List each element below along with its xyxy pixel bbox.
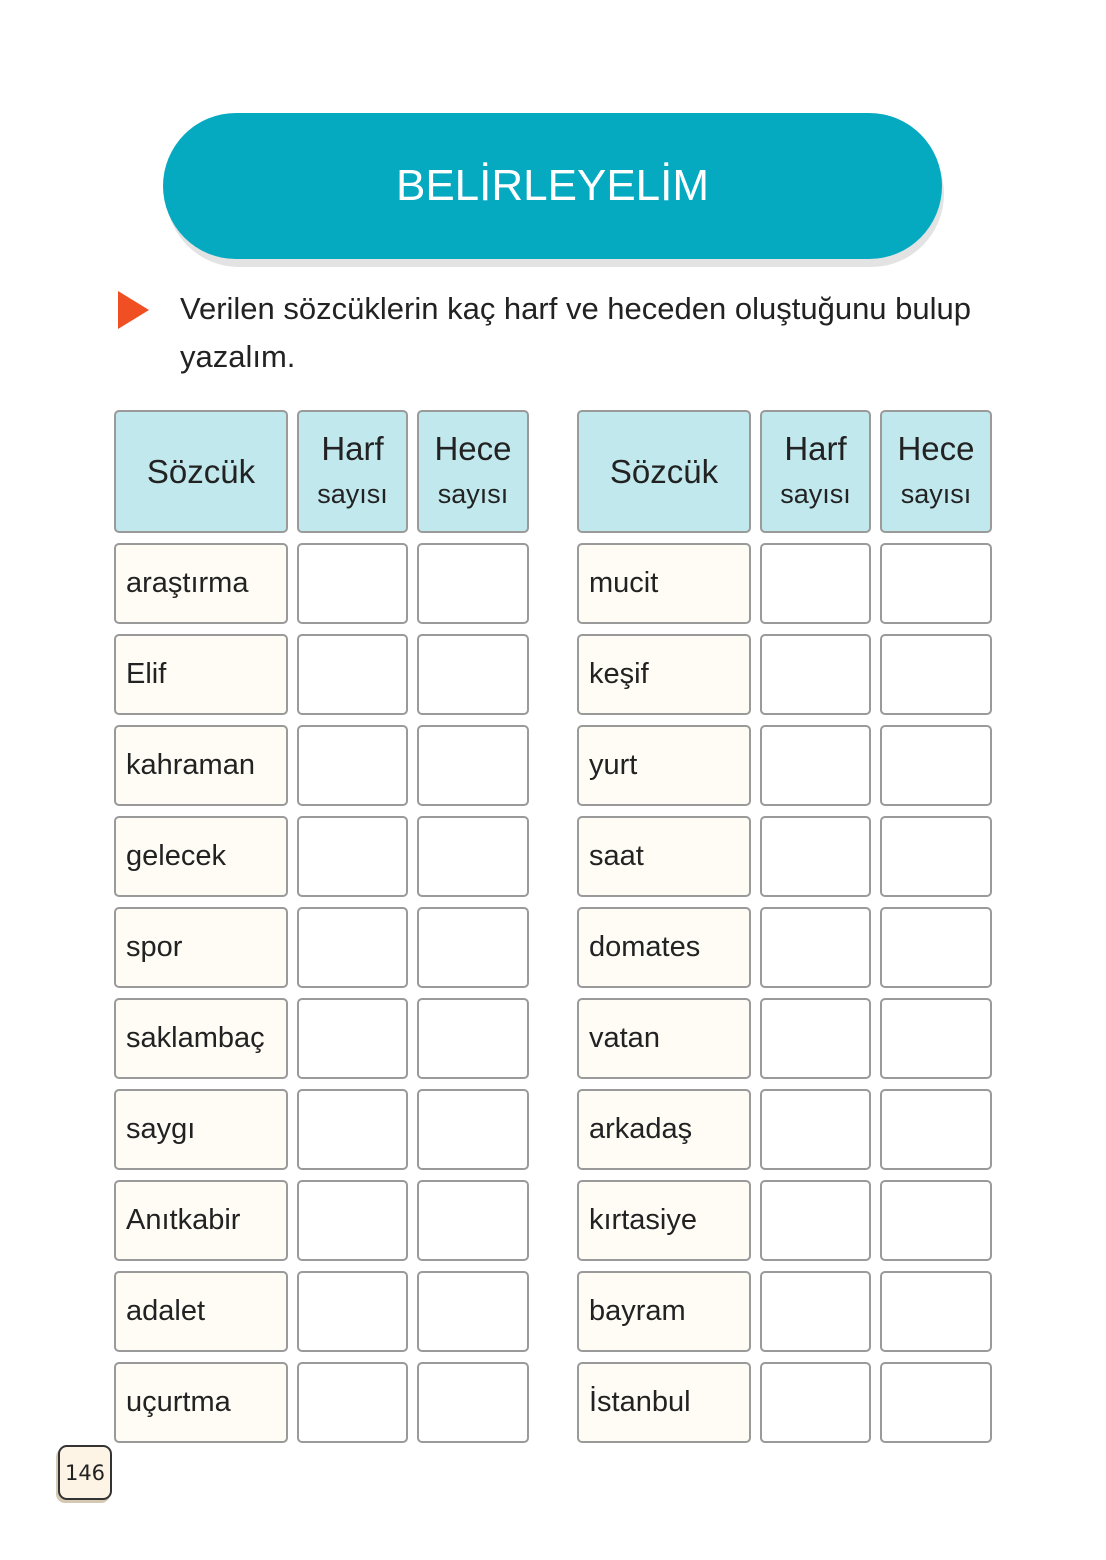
header-word	[114, 410, 288, 533]
left-word-table	[114, 410, 529, 1443]
syllable-count-answer-box[interactable]	[880, 725, 992, 806]
header-syllable-count	[417, 410, 529, 533]
syllable-count-answer-box[interactable]	[880, 816, 992, 897]
syllable-count-answer-box[interactable]	[417, 1271, 529, 1352]
page-title: BELİRLEYELİM	[395, 161, 710, 210]
letter-count-answer-box[interactable]	[297, 725, 408, 806]
letter-count-answer-box[interactable]	[760, 634, 871, 715]
header-word-label: Sözcük	[146, 452, 256, 490]
letter-count-answer-box[interactable]	[297, 998, 408, 1079]
header-label: Hece	[434, 429, 512, 467]
letter-count-answer-box[interactable]	[760, 1271, 871, 1352]
letter-count-answer-box[interactable]	[297, 1362, 408, 1443]
header-sublabel: sayısı	[317, 478, 388, 509]
header-syllable-count	[880, 410, 992, 533]
letter-count-answer-box[interactable]	[297, 1271, 408, 1352]
letter-count-answer-box[interactable]	[297, 816, 408, 897]
syllable-count-answer-box[interactable]	[880, 543, 992, 624]
syllable-count-answer-box[interactable]	[417, 543, 529, 624]
syllable-count-answer-box[interactable]	[880, 998, 992, 1079]
letter-count-answer-box[interactable]	[760, 725, 871, 806]
syllable-count-answer-box[interactable]	[417, 1362, 529, 1443]
letter-count-answer-box[interactable]	[297, 543, 408, 624]
letter-count-answer-box[interactable]	[297, 634, 408, 715]
syllable-count-answer-box[interactable]	[417, 725, 529, 806]
letter-count-answer-box[interactable]	[760, 1180, 871, 1261]
word-cell: vatan	[577, 998, 751, 1079]
letter-count-answer-box[interactable]	[760, 998, 871, 1079]
letter-count-answer-box[interactable]	[760, 543, 871, 624]
word-cell: Anıtkabir	[114, 1180, 288, 1261]
word-cell: spor	[114, 907, 288, 988]
header-word-label: Sözcük	[609, 452, 719, 490]
syllable-count-answer-box[interactable]	[880, 1180, 992, 1261]
letter-count-answer-box[interactable]	[760, 1089, 871, 1170]
letter-count-answer-box[interactable]	[297, 1180, 408, 1261]
word-cell: saklambaç	[114, 998, 288, 1079]
letter-count-answer-box[interactable]	[760, 816, 871, 897]
syllable-count-answer-box[interactable]	[417, 998, 529, 1079]
header-letter-count	[760, 410, 871, 533]
syllable-count-answer-box[interactable]	[880, 1271, 992, 1352]
page-number: 146	[58, 1445, 112, 1500]
header-sublabel: sayısı	[437, 478, 509, 509]
word-cell: saygı	[114, 1089, 288, 1170]
triangle-bullet-icon	[118, 291, 149, 329]
header-letter-count	[297, 410, 408, 533]
letter-count-answer-box[interactable]	[760, 1362, 871, 1443]
word-cell: mucit	[577, 543, 751, 624]
word-cell: yurt	[577, 725, 751, 806]
word-cell: İstanbul	[577, 1362, 751, 1443]
syllable-count-answer-box[interactable]	[417, 1180, 529, 1261]
instruction-text: Verilen sözcüklerin kaç harf ve heceden oluştuğunu bulup yazalım.	[180, 291, 972, 374]
syllable-count-answer-box[interactable]	[417, 634, 529, 715]
word-cell: uçurtma	[114, 1362, 288, 1443]
header-label: Harf	[321, 429, 384, 467]
header-label: Hece	[897, 429, 975, 467]
word-cell: arkadaş	[577, 1089, 751, 1170]
word-cell: araştırma	[114, 543, 288, 624]
word-cell: Elif	[114, 634, 288, 715]
letter-count-answer-box[interactable]	[297, 1089, 408, 1170]
header-word	[577, 410, 751, 533]
letter-count-answer-box[interactable]	[760, 907, 871, 988]
word-cell: kırtasiye	[577, 1180, 751, 1261]
syllable-count-answer-box[interactable]	[880, 634, 992, 715]
syllable-count-answer-box[interactable]	[417, 907, 529, 988]
word-cell: domates	[577, 907, 751, 988]
header-sublabel: sayısı	[780, 478, 851, 509]
syllable-count-answer-box[interactable]	[880, 1089, 992, 1170]
header-label: Harf	[784, 429, 847, 467]
header-sublabel: sayısı	[900, 478, 972, 509]
syllable-count-answer-box[interactable]	[880, 907, 992, 988]
syllable-count-answer-box[interactable]	[417, 1089, 529, 1170]
title-banner	[163, 113, 942, 259]
syllable-count-answer-box[interactable]	[880, 1362, 992, 1443]
right-word-table	[577, 410, 992, 1443]
word-cell: kahraman	[114, 725, 288, 806]
word-cell: adalet	[114, 1271, 288, 1352]
word-cell: keşif	[577, 634, 751, 715]
word-cell: bayram	[577, 1271, 751, 1352]
word-cell: gelecek	[114, 816, 288, 897]
letter-count-answer-box[interactable]	[297, 907, 408, 988]
syllable-count-answer-box[interactable]	[417, 816, 529, 897]
word-cell: saat	[577, 816, 751, 897]
